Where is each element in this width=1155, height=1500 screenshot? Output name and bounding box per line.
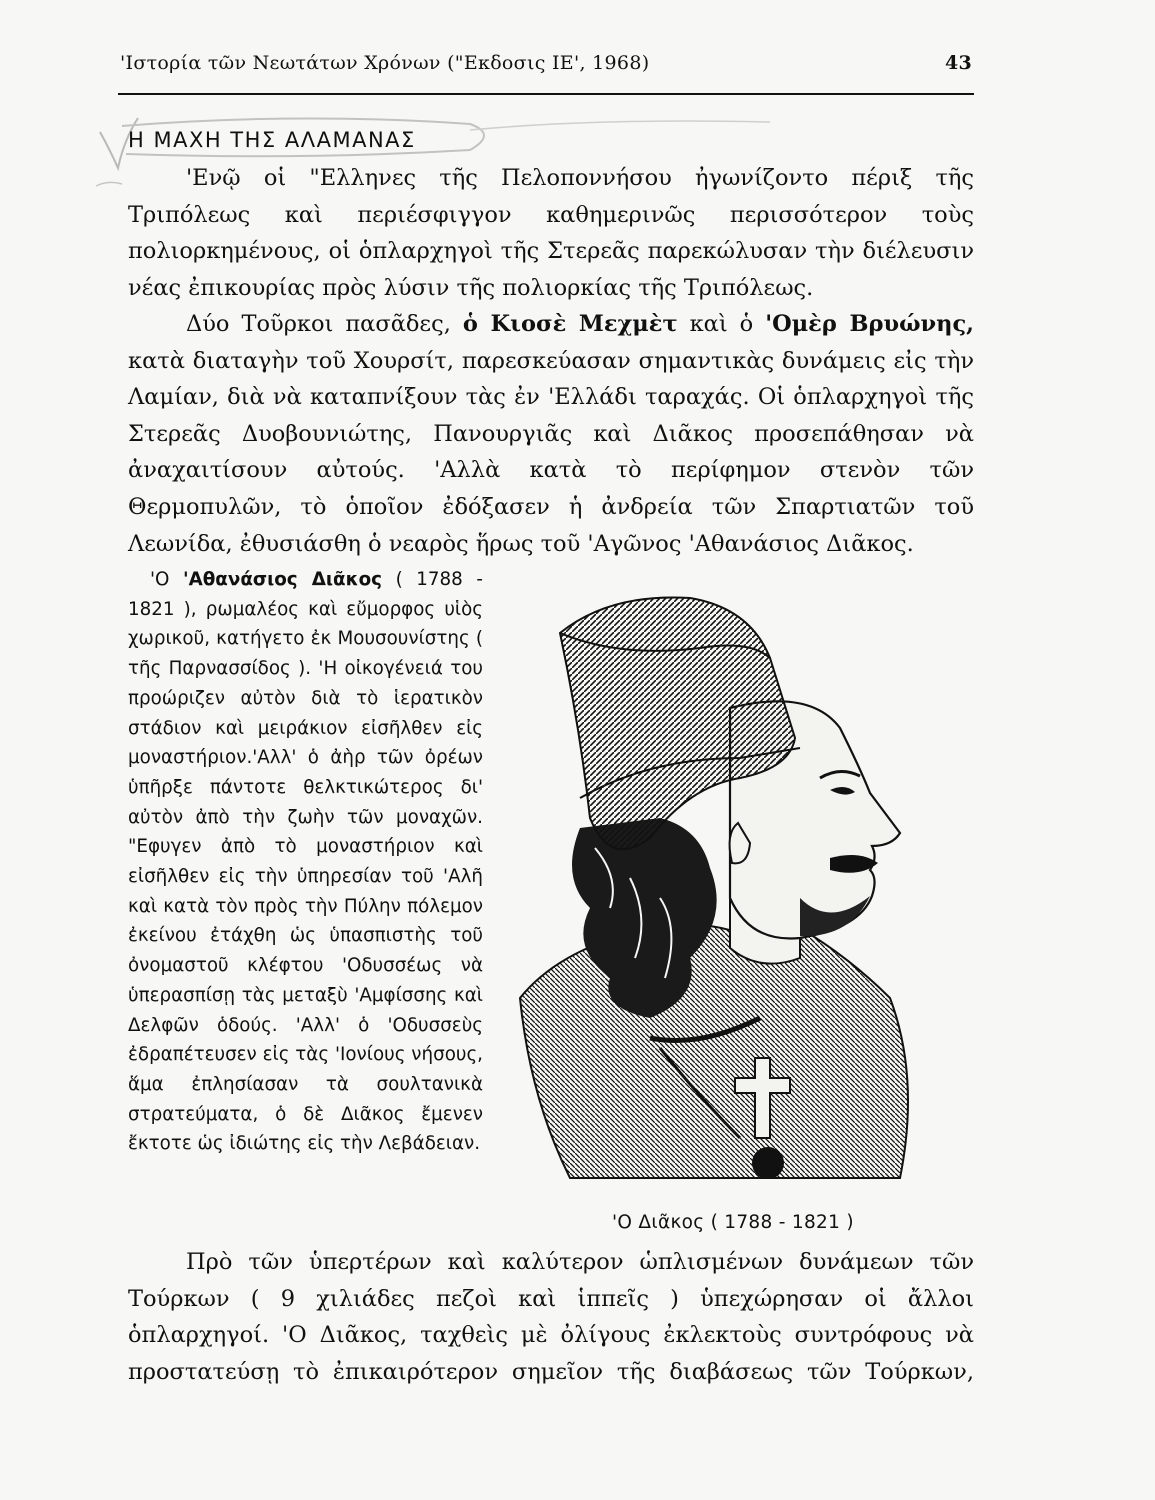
paragraph-2 <box>128 306 974 562</box>
paragraph-2-text-c: κατὰ διαταγὴν τοῦ Χουρσίτ, παρεσκεύασαν σημαντικὰς δυνάμεις εἰς τὴν Λαμίαν, διὰ νὰ καταπνίξουν τὰς ἐν 'Ελλάδι ταραχάς. Οἱ ὁπλαρχηγοὶ τῆς Στερεᾶς Δυοβουνιώτης, Πανουργιᾶς καὶ Διᾶκος προσεπάθησαν νὰ ἀναχαιτίσουν αὐτούς. 'Αλλὰ κατὰ τὸ περίφημον στενὸν τῶν Θερμοπυλῶν, τὸ ὁποῖον ἐδόξασεν ἡ ἀνδρεία τῶν Σπαρτιατῶν τοῦ Λεωνίδα, ἐθυσιάσθη ὁ νεαρὸς ἥρως τοῦ 'Αγῶνος 'Αθανάσιος Διᾶκος. <box>128 347 974 557</box>
name-omer-vryonis: 'Ομὲρ Βρυώνης, <box>765 311 974 337</box>
bio-lead: 'Ο <box>150 569 183 590</box>
name-kiose-mehmet: ὁ Κιοσὲ Μεχμὲτ <box>462 311 678 337</box>
section-title: Η ΜΑΧΗ ΤΗΣ ΑΛΑΜΑΝΑΣ <box>128 128 416 152</box>
page-number: 43 <box>944 52 972 74</box>
bio-text: ( 1788 - 1821 ), ρωμαλέος καὶ εὔμορφος υἱὸς χωρικοῦ, κατήγετο ἐκ Μουσουνίστης ( τῆς Παρνασσίδος ). 'Η οἰκογένειά του προώριζεν αὐτὸν διὰ τὸ ἱερατικὸν στάδιον καὶ μειράκιον εἰσῆλθεν εἰς μοναστήριον.'Αλλ' ὁ ἀὴρ τῶν ὀρέων ὑπῆρξε πάντοτε θελκτικώτερος δι' αὐτὸν ἀπὸ τὴν ζωὴν τῶν μοναχῶν. "Εφυγεν ἀπὸ τὸ μοναστήριον καὶ εἰσῆλθεν εἰς τὴν ὑπηρεσίαν τοῦ 'Αλῆ καὶ κατὰ τὸν πρὸς τὴν Πύλην πόλεμον ἐκείνου ἐτάχθη ὡς ὑπασπιστὴς τοῦ ὀνομαστοῦ κλέφτου 'Οδυσσέως νὰ ὑπερασπίσῃ τὰς μεταξὺ 'Αμφίσσης καὶ Δελφῶν ὁδούς. 'Αλλ' ὁ 'Οδυσσεὺς ἐδραπέτευσεν εἰς τὰς 'Ιονίους νήσους, ἅμα ἐπλησίασαν τὰ σουλτανικὰ στρατεύματα, ὁ δὲ Διᾶκος ἔμενεν ἔκτοτε ὡς ἰδιώτης εἰς τὴν Λεβάδειαν. <box>128 569 483 1155</box>
header-rule <box>118 93 974 95</box>
portrait-diakos <box>500 578 940 1208</box>
running-title: 'Ιστορία τῶν Νεωτάτων Χρόνων ("Εκδοσις ΙΕ', 1968) <box>120 52 650 74</box>
paragraph-3: Πρὸ τῶν ὑπερτέρων καὶ καλύτερον ὡπλισμένων δυνάμεων τῶν Τούρκων ( 9 χιλιάδες πεζοὶ καὶ ἱππεῖς ) ὑπεχώρησαν οἱ ἄλλοι ὁπλαρχηγοί. 'Ο Διᾶκος, ταχθεὶς μὲ ὀλίγους ἐκλεκτοὺς συντρόφους νὰ προστατεύσῃ τὸ ἐπικαιρότερον σημεῖον τῆς διαβάσεως τῶν Τούρκων, <box>128 1249 974 1385</box>
paragraph-1: 'Ενῷ οἱ "Ελληνες τῆς Πελοποννήσου ἠγωνίζοντο πέριξ τῆς Τριπόλεως καὶ περιέσφιγγον καθημερινῶς περισσότερον τοὺς πολιορκημένους, οἱ ὁπλαρχηγοὶ τῆς Στερεᾶς παρεκώλυσαν τὴν διέλευσιν νέας ἐπικουρίας πρὸς λύσιν τῆς πολιορκίας τῆς Τριπόλεως. <box>128 165 974 301</box>
portrait-caption: 'Ο Διᾶκος ( 1788 - 1821 ) <box>612 1212 854 1233</box>
bio-name: 'Αθανάσιος Διᾶκος <box>183 569 382 590</box>
running-header <box>120 52 972 74</box>
paragraph-2-text-b: καὶ ὁ <box>677 311 766 337</box>
paragraph-2-text-a: Δύο Τοῦρκοι πασᾶδες, <box>186 311 463 337</box>
biography-sidebar <box>128 565 483 1159</box>
